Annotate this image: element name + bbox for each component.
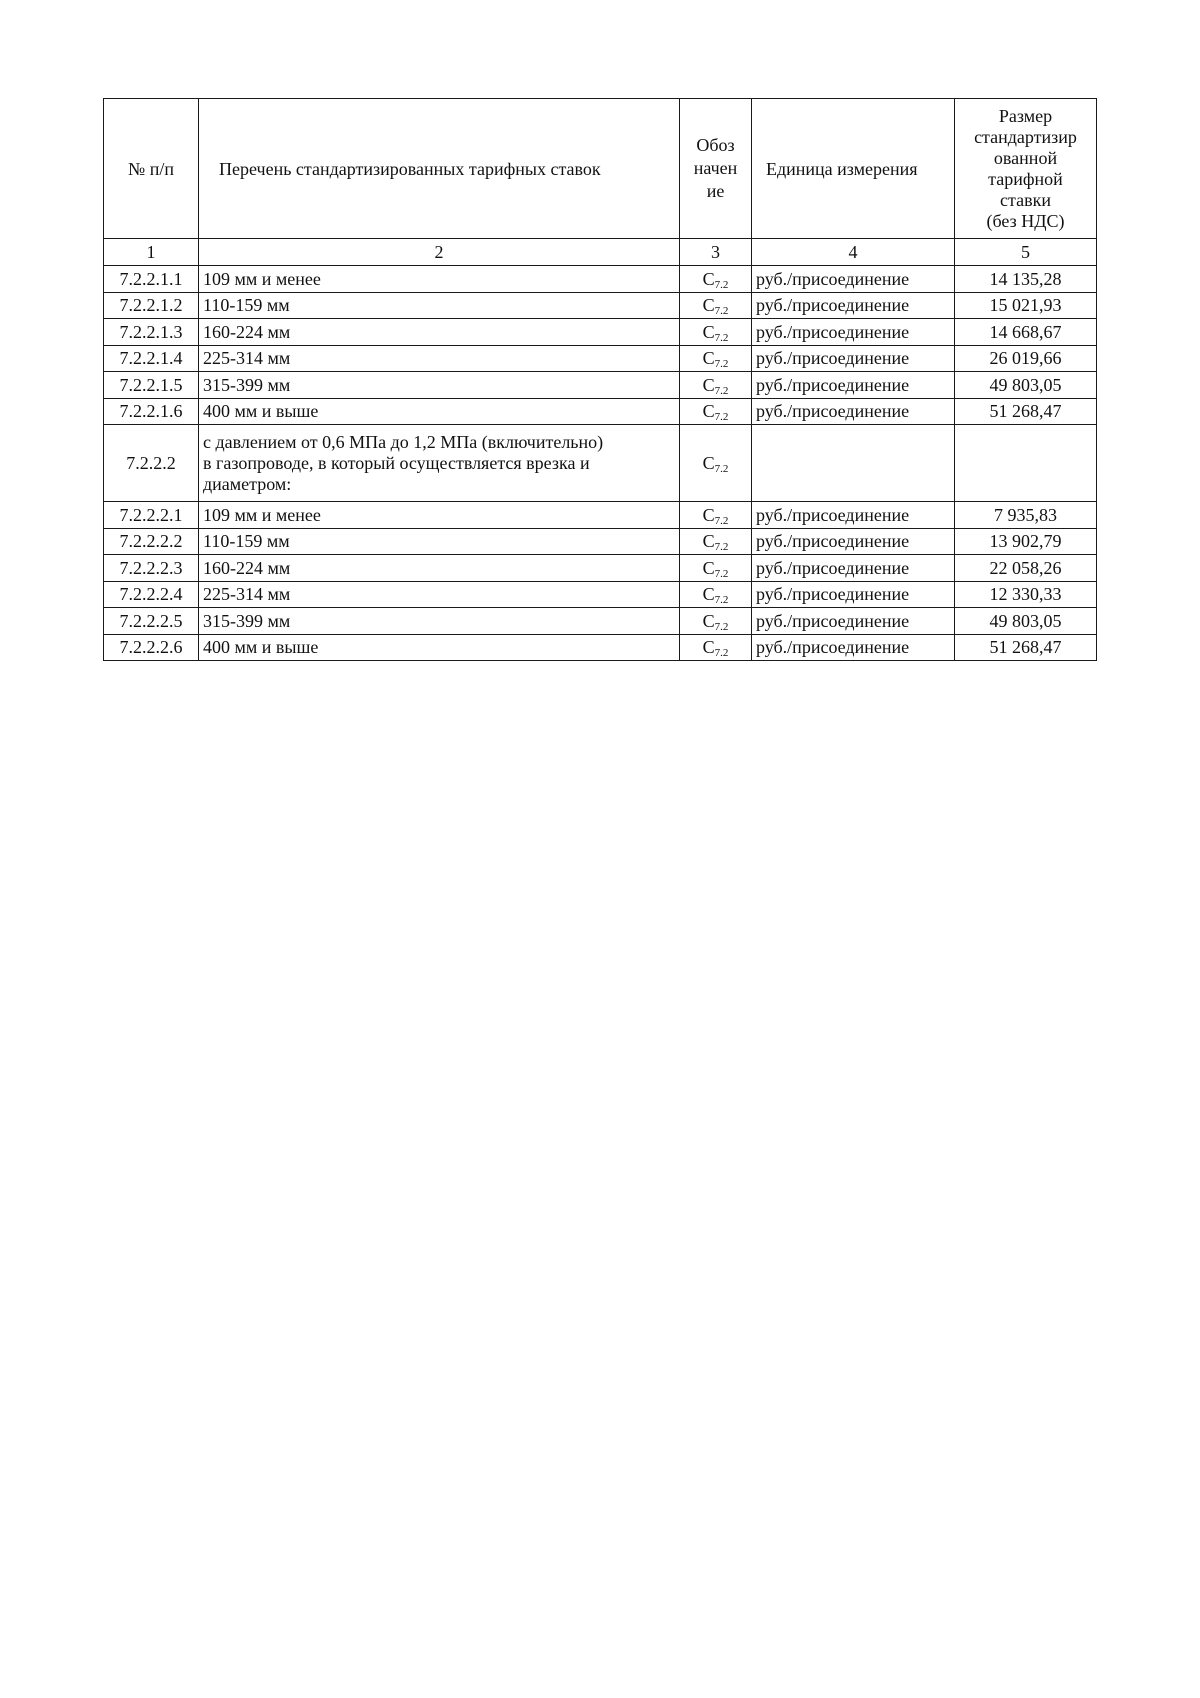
header-designation: [680, 99, 752, 239]
row-rate-value: 51 268,47: [955, 398, 1097, 425]
designation-cell: [680, 398, 752, 425]
table-row: [104, 319, 1097, 346]
designation-symbol: [702, 531, 729, 554]
header-designation-line: начен: [693, 158, 738, 178]
designation-base: С: [702, 453, 715, 473]
row-rate-value: 26 019,66: [955, 345, 1097, 372]
group-description-line: с давлением от 0,6 МПа до 1,2 МПа (включительно): [203, 431, 604, 452]
designation-subscript: 7.2: [714, 384, 729, 397]
row-rate-value: 51 268,47: [955, 634, 1097, 661]
designation-subscript: 7.2: [714, 594, 729, 607]
header-number: № п/п: [104, 99, 199, 239]
designation-cell: [680, 372, 752, 399]
row-diameter: 109 мм и менее: [199, 266, 680, 293]
tariff-table: [103, 98, 1097, 661]
row-code: 7.2.2.1.3: [104, 319, 199, 346]
designation-cell: [680, 266, 752, 293]
header-rate-line: стандартизир: [974, 126, 1077, 147]
designation-symbol: [703, 558, 729, 578]
row-code: 7.2.2.1.5: [104, 372, 199, 399]
designation-cell: [680, 634, 752, 661]
column-number: 1: [104, 239, 199, 266]
row-code: 7.2.2.2.5: [104, 608, 199, 635]
column-number: 4: [752, 239, 955, 266]
row-diameter: 110-159 мм: [199, 528, 680, 555]
table-row: [104, 502, 1097, 529]
designation-symbol: [702, 348, 729, 371]
group-unit-empty: [752, 425, 955, 502]
row-rate-value: 15 021,93: [955, 292, 1097, 319]
row-code: 7.2.2.1.6: [104, 398, 199, 425]
designation-cell: [680, 319, 752, 346]
designation-base: С: [702, 348, 715, 369]
group-description: [199, 425, 680, 502]
designation-subscript: 7.2: [714, 541, 729, 554]
designation-cell: [680, 608, 752, 635]
designation-subscript: 7.2: [714, 567, 729, 580]
row-diameter: 160-224 мм: [199, 319, 680, 346]
row-unit: руб./присоединение: [752, 555, 955, 582]
designation-subscript: 7.2: [714, 463, 729, 475]
table-row: [104, 398, 1097, 425]
row-code: 7.2.2.2.3: [104, 555, 199, 582]
header-rate-line: (без НДС): [986, 210, 1065, 231]
group-code: 7.2.2.2: [104, 425, 199, 502]
row-rate-value: 22 058,26: [955, 555, 1097, 582]
table-row: [104, 266, 1097, 293]
designation-base: С: [702, 637, 715, 658]
header-tariff-list: Перечень стандартизированных тарифных ставок: [199, 99, 680, 239]
header-rate-line: ставки: [1000, 189, 1051, 210]
row-diameter: 110-159 мм: [199, 292, 680, 319]
row-unit: руб./присоединение: [752, 528, 955, 555]
row-rate-value: 12 330,33: [955, 581, 1097, 608]
table-row: [104, 581, 1097, 608]
designation-base: С: [702, 295, 715, 316]
designation-cell: [680, 555, 752, 582]
designation-subscript: 7.2: [714, 358, 729, 371]
column-number: 5: [955, 239, 1097, 266]
group-value-empty: [955, 425, 1097, 502]
row-unit: руб./присоединение: [752, 266, 955, 293]
designation-cell: [680, 502, 752, 529]
header-row: [104, 99, 1097, 239]
row-diameter: 400 мм и выше: [199, 398, 680, 425]
row-rate-value: 13 902,79: [955, 528, 1097, 555]
designation-symbol: [703, 505, 729, 525]
designation-base: С: [702, 268, 715, 289]
designation-base: С: [702, 504, 715, 525]
row-code: 7.2.2.2.6: [104, 634, 199, 661]
row-code: 7.2.2.1.1: [104, 266, 199, 293]
designation-symbol: [703, 611, 729, 631]
row-code: 7.2.2.2.4: [104, 581, 199, 608]
row-unit: руб./присоединение: [752, 292, 955, 319]
designation-base: С: [702, 401, 715, 422]
row-diameter: 109 мм и менее: [199, 502, 680, 529]
row-unit: руб./присоединение: [752, 398, 955, 425]
designation-cell: [680, 581, 752, 608]
row-rate-value: 49 803,05: [955, 608, 1097, 635]
row-diameter: 225-314 мм: [199, 581, 680, 608]
designation-base: С: [702, 374, 715, 395]
column-number: 3: [680, 239, 752, 266]
designation-base: С: [702, 584, 715, 605]
designation-subscript: 7.2: [714, 411, 729, 424]
row-unit: руб./присоединение: [752, 372, 955, 399]
header-unit: Единица измерения: [752, 99, 955, 239]
row-diameter: 315-399 мм: [199, 372, 680, 399]
row-diameter: 160-224 мм: [199, 555, 680, 582]
designation-base: С: [702, 321, 715, 342]
row-unit: руб./присоединение: [752, 502, 955, 529]
designation-cell: [680, 528, 752, 555]
column-number-row: [104, 239, 1097, 266]
table-row: [104, 372, 1097, 399]
designation-symbol: [703, 453, 729, 473]
designation-cell: [680, 425, 752, 502]
designation-base: С: [702, 557, 715, 578]
designation-subscript: 7.2: [714, 278, 729, 291]
row-rate-value: 14 135,28: [955, 266, 1097, 293]
table-row: [104, 345, 1097, 372]
designation-cell: [680, 292, 752, 319]
row-diameter: 315-399 мм: [199, 608, 680, 635]
row-unit: руб./присоединение: [752, 319, 955, 346]
row-rate-value: 14 668,67: [955, 319, 1097, 346]
row-unit: руб./присоединение: [752, 581, 955, 608]
designation-base: С: [702, 610, 715, 631]
group-description-line: в газопроводе, в который осуществляется врезка и: [203, 452, 590, 473]
header-rate-size: [955, 99, 1097, 239]
designation-subscript: 7.2: [714, 331, 729, 344]
designation-subscript: 7.2: [714, 620, 729, 633]
table-row: [104, 608, 1097, 635]
header-rate-line: тарифной: [988, 168, 1063, 189]
row-diameter: 225-314 мм: [199, 345, 680, 372]
table-body: [104, 266, 1097, 661]
designation-symbol: [702, 584, 729, 607]
row-code: 7.2.2.1.4: [104, 345, 199, 372]
designation-cell: [680, 345, 752, 372]
row-code: 7.2.2.2.1: [104, 502, 199, 529]
row-rate-value: 7 935,83: [955, 502, 1097, 529]
designation-symbol: [703, 269, 729, 289]
header-designation-line: ие: [706, 181, 725, 201]
column-number: 2: [199, 239, 680, 266]
row-unit: руб./присоединение: [752, 345, 955, 372]
row-code: 7.2.2.1.2: [104, 292, 199, 319]
header-rate-line: Размер: [998, 105, 1053, 126]
designation-symbol: [702, 637, 729, 660]
designation-base: С: [702, 531, 715, 552]
row-unit: руб./присоединение: [752, 608, 955, 635]
designation-symbol: [702, 401, 729, 424]
row-code: 7.2.2.2.2: [104, 528, 199, 555]
table-row: [104, 555, 1097, 582]
header-designation-line: Обоз: [696, 135, 735, 155]
row-rate-value: 49 803,05: [955, 372, 1097, 399]
designation-symbol: [703, 322, 729, 342]
table-row: [104, 292, 1097, 319]
designation-subscript: 7.2: [714, 305, 729, 318]
group-row: [104, 425, 1097, 502]
table-row: [104, 528, 1097, 555]
group-description-line: диаметром:: [203, 473, 292, 494]
designation-subscript: 7.2: [714, 647, 729, 660]
designation-subscript: 7.2: [714, 514, 729, 527]
designation-symbol: [703, 375, 729, 395]
table-row: [104, 634, 1097, 661]
row-unit: руб./присоединение: [752, 634, 955, 661]
row-diameter: 400 мм и выше: [199, 634, 680, 661]
header-rate-line: ованной: [993, 147, 1058, 168]
designation-symbol: [702, 295, 729, 318]
